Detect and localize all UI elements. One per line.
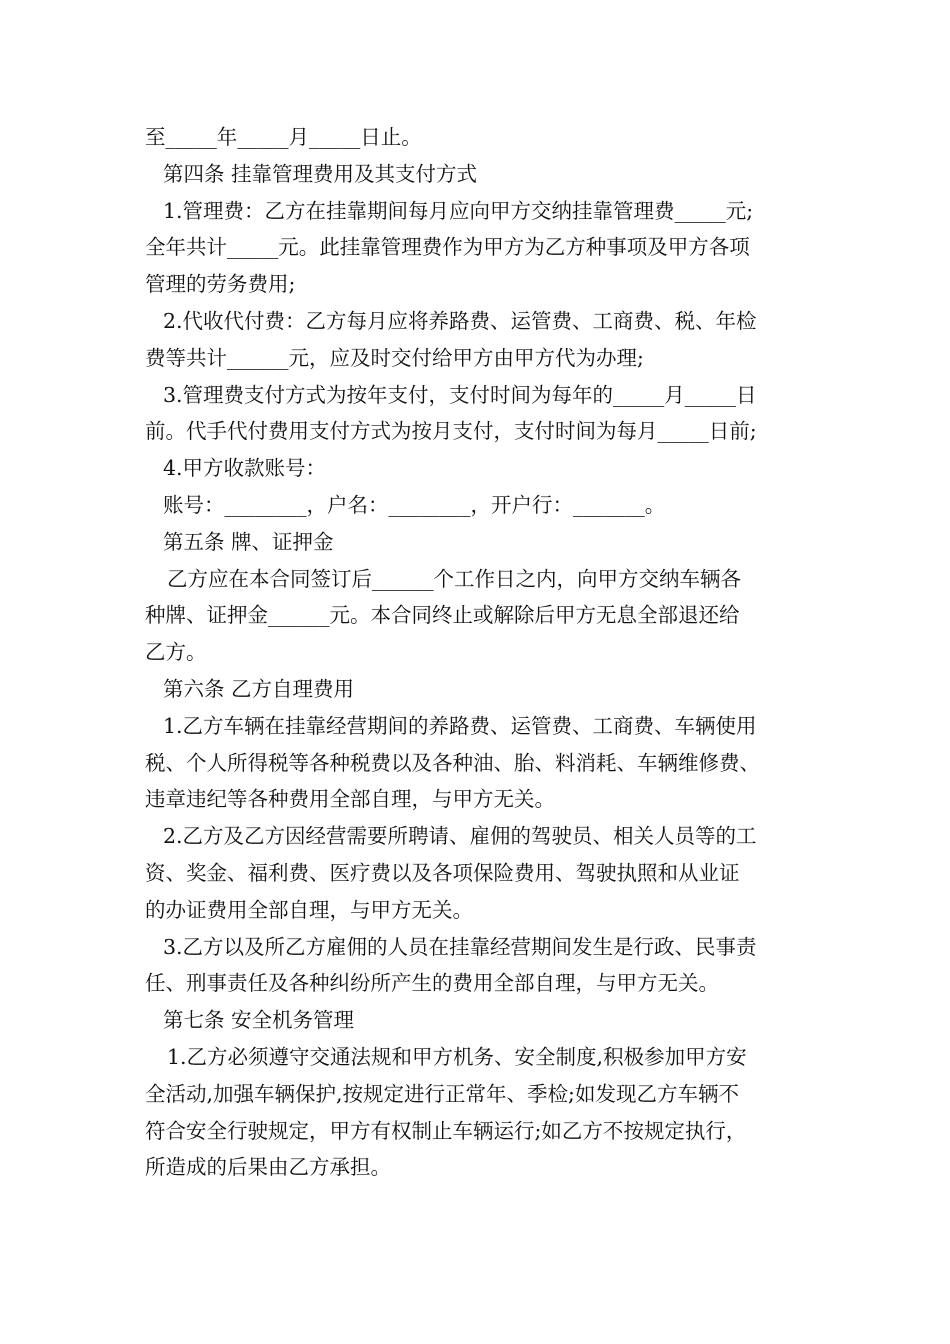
document-line: 所造成的后果由乙方承担。 — [145, 1155, 391, 1180]
document-line: 任、刑事责任及各种纠纷所产生的费用全部自理，与甲方无关。 — [145, 971, 719, 996]
document-body — [145, 119, 815, 1186]
document-line: 1.乙方车辆在挂靠经营期间的养路费、运管费、工商费、车辆使用 — [163, 713, 757, 738]
document-line: 3.乙方以及所乙方雇佣的人员在挂靠经营期间发生是行政、民事责 — [163, 934, 757, 959]
document-line: 前。代手代付费用支付方式为按月支付，支付时间为每月_____日前; — [145, 419, 757, 444]
document-line: 种牌、证押金______元。本合同终止或解除后甲方无息全部退还给 — [145, 603, 740, 628]
document-line: 管理的劳务费用; — [145, 272, 296, 297]
document-line: 税、个人所得税等各种税费以及各种油、胎、料消耗、车辆维修费、 — [145, 750, 760, 775]
document-line: 4.甲方收款账号： — [163, 456, 327, 481]
document-line: 乙方应在本合同签订后______个工作日之内，向甲方交纳车辆各 — [167, 566, 741, 591]
document-line: 违章违纪等各种费用全部自理，与甲方无关。 — [145, 787, 555, 812]
document-line: 至_____年_____月_____日止。 — [145, 125, 422, 149]
document-line: 费等共计______元，应及时交付给甲方由甲方代为办理; — [145, 345, 644, 370]
document-line: 全年共计_____元。此挂靠管理费作为甲方为乙方种事项及甲方各项 — [145, 235, 750, 260]
document-line: 2.代收代付费：乙方每月应将养路费、运管费、工商费、税、年检 — [163, 308, 757, 333]
document-line: 乙方。 — [145, 640, 207, 665]
document-line: 全活动,加强车辆保护,按规定进行正常年、季检;如发现乙方车辆不 — [145, 1081, 739, 1106]
document-line: 1.管理费：乙方在挂靠期间每月应向甲方交纳挂靠管理费_____元; — [163, 198, 754, 223]
document-line: 第六条 乙方自理费用 — [163, 676, 355, 701]
document-line: 第四条 挂靠管理费用及其支付方式 — [163, 161, 478, 186]
document-line: 1.乙方必须遵守交通法规和甲方机务、安全制度,积极参加甲方安 — [167, 1044, 747, 1069]
document-line: 3.管理费支付方式为按年支付，支付时间为每年的_____月_____日 — [163, 382, 757, 407]
document-line: 2.乙方及乙方因经营需要所聘请、雇佣的驾驶员、相关人员等的工 — [163, 824, 757, 849]
document-line: 第七条 安全机务管理 — [163, 1008, 355, 1033]
document-line: 资、奖金、福利费、医疗费以及各项保险费用、驾驶执照和从业证 — [145, 860, 740, 885]
document-line: 账号：________，户名：________，开户行：_______。 — [163, 492, 666, 517]
document-line: 第五条 牌、证押金 — [163, 529, 334, 554]
document-line: 的办证费用全部自理，与甲方无关。 — [145, 897, 473, 922]
document-line: 符合安全行驶规定，甲方有权制止车辆运行;如乙方不按规定执行， — [145, 1118, 747, 1143]
